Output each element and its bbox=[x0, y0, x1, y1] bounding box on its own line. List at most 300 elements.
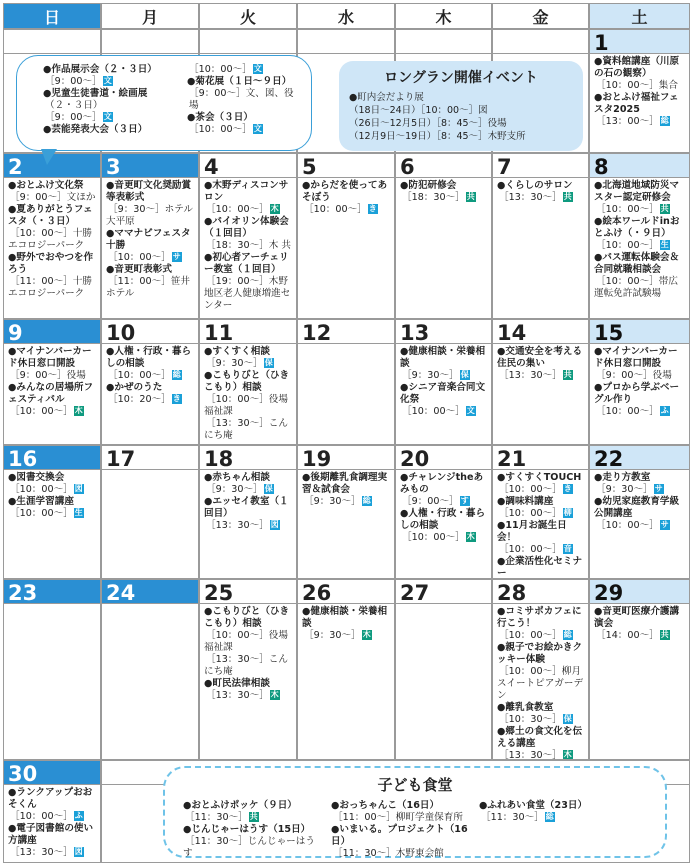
event-time: ［10：00～］ bbox=[108, 370, 171, 381]
day-cell-12 bbox=[297, 319, 395, 445]
event-title: ●健康相談・栄養相談 bbox=[400, 346, 486, 369]
event-line bbox=[106, 228, 195, 252]
event-time: ［11：00～］笹井ホテル bbox=[106, 276, 190, 299]
day-events bbox=[298, 178, 394, 216]
day-number: 26 bbox=[298, 580, 394, 604]
day-cell-13 bbox=[395, 319, 492, 445]
event-line bbox=[497, 666, 585, 702]
day-number: 23 bbox=[4, 580, 100, 604]
day-number: 9 bbox=[4, 320, 100, 344]
event-time: ［10：00～］ bbox=[596, 204, 659, 215]
event-line bbox=[497, 520, 585, 544]
weekday-header: 土 bbox=[589, 3, 690, 29]
venue-badge: 共 bbox=[563, 192, 572, 201]
day-events bbox=[200, 178, 296, 312]
weekday-header: 日 bbox=[3, 3, 101, 29]
day-cell-26 bbox=[297, 579, 395, 760]
event-time: ［10：00～］ bbox=[10, 508, 73, 519]
event-title: ●作品展示会（２・３日） bbox=[43, 64, 157, 75]
event-title: ●すくすく相談 bbox=[204, 346, 270, 357]
event-line bbox=[187, 64, 305, 76]
event-line bbox=[8, 346, 97, 370]
event-title: ●じんじゃーはうす（15日） bbox=[183, 824, 311, 835]
day-number: 11 bbox=[200, 320, 296, 344]
kodomo-col1 bbox=[183, 800, 323, 860]
venue-badge: 文 bbox=[253, 124, 262, 133]
day-cell-17 bbox=[101, 445, 199, 579]
day-events bbox=[396, 178, 491, 204]
event-line bbox=[187, 124, 305, 136]
event-line bbox=[302, 606, 391, 630]
event-time: ［14：00～］ bbox=[596, 630, 659, 641]
event-line bbox=[204, 394, 293, 418]
bubble-col-1 bbox=[43, 64, 193, 136]
event-time: ［9：00～］文、図、役 bbox=[189, 88, 294, 99]
venue-badge: 図 bbox=[270, 520, 279, 529]
day-number: 6 bbox=[396, 154, 491, 178]
event-line bbox=[43, 124, 193, 136]
venue-badge: 保 bbox=[264, 358, 273, 367]
event-line bbox=[204, 358, 293, 370]
venue-badge: 生 bbox=[74, 508, 83, 517]
event-time: ［10：30～］ bbox=[499, 714, 562, 725]
event-line bbox=[8, 811, 97, 823]
event-title: ●くらしのサロン bbox=[497, 180, 573, 191]
event-line bbox=[187, 112, 305, 124]
event-time: ［9：30～］ bbox=[206, 484, 263, 495]
day-events bbox=[590, 344, 689, 418]
event-time: ［13：30～］こんにち庵 bbox=[204, 654, 288, 677]
event-line bbox=[106, 394, 195, 406]
day-number: 25 bbox=[200, 580, 296, 604]
event-line bbox=[204, 240, 293, 252]
venue-badge: 総 bbox=[362, 496, 371, 505]
event-title: ●幼児家庭教育学級公開講座 bbox=[594, 496, 680, 519]
venue-badge: サ bbox=[654, 484, 663, 493]
event-line bbox=[204, 252, 293, 276]
event-time: ［10：00～］役場福祉課 bbox=[204, 630, 288, 653]
day-cell-14 bbox=[492, 319, 589, 445]
blank-row bbox=[4, 30, 100, 54]
event-title: ●すくすくTOUCH bbox=[497, 472, 582, 483]
event-line bbox=[497, 496, 585, 508]
event-line bbox=[594, 370, 686, 382]
event-title: ●茶会（３日） bbox=[187, 112, 253, 123]
venue-badge: す bbox=[460, 496, 469, 505]
venue-badge: 文 bbox=[103, 112, 112, 121]
event-title: ●マイナンバーカード休日窓口開設 bbox=[8, 346, 92, 369]
event-title: ●おとふけポッケ（９日） bbox=[183, 800, 297, 811]
day-cell-28 bbox=[492, 579, 589, 760]
day-cell-4 bbox=[199, 153, 297, 319]
event-title: ●木野ディスコンサロン bbox=[204, 180, 289, 203]
event-line bbox=[400, 508, 488, 532]
blank-row bbox=[493, 30, 588, 54]
venue-badge: 総 bbox=[172, 370, 181, 379]
day-cell-24 bbox=[101, 579, 199, 760]
event-time: ［9：00～］ bbox=[45, 112, 102, 123]
venue-badge: 音 bbox=[563, 544, 572, 553]
event-time: ［11：30～］木野東会館 bbox=[333, 848, 444, 859]
day-number: 17 bbox=[102, 446, 198, 470]
event-time: ［13：30～］ bbox=[499, 192, 562, 203]
venue-badge: 総 bbox=[545, 812, 554, 821]
day-cell-16 bbox=[3, 445, 101, 579]
event-line bbox=[106, 370, 195, 382]
longrun-line: （18日～24日）［10：00～］図 bbox=[349, 105, 488, 116]
event-time: ［10：00～］ bbox=[108, 252, 171, 263]
event-time: （２・３日） bbox=[45, 100, 103, 111]
event-line bbox=[106, 252, 195, 264]
kodomo-col2 bbox=[331, 800, 481, 860]
day-cell-15 bbox=[589, 319, 690, 445]
day-events bbox=[102, 178, 198, 300]
event-line bbox=[204, 496, 293, 520]
event-line bbox=[497, 544, 585, 556]
weekday-header: 木 bbox=[395, 3, 492, 29]
event-title: ●初心者アーチェリー教室（１回目） bbox=[204, 252, 289, 275]
blank-row bbox=[200, 30, 296, 54]
event-time: ［10：00～］ bbox=[596, 520, 659, 531]
event-title: ●防犯研修会 bbox=[400, 180, 457, 191]
venue-badge: 保 bbox=[460, 370, 469, 379]
longrun-line: （12月9日～19日）［8：45～］木野支所 bbox=[349, 131, 526, 142]
event-line bbox=[8, 252, 97, 276]
venue-badge: 木 bbox=[74, 406, 83, 415]
event-title: ●町民法律相談 bbox=[204, 678, 270, 689]
event-title: ●バイオリン体験会（１回目） bbox=[204, 216, 289, 239]
day-events bbox=[4, 178, 100, 300]
event-line bbox=[594, 252, 686, 276]
event-title: ●バス運転体験会＆合同就職相談会 bbox=[594, 252, 680, 275]
day-number: 29 bbox=[590, 580, 689, 604]
event-line bbox=[400, 496, 488, 508]
event-title: ●調味料講座 bbox=[497, 496, 554, 507]
event-line bbox=[497, 192, 585, 204]
day-number: 12 bbox=[298, 320, 394, 344]
event-time: ［13：30～］こんにち庵 bbox=[204, 418, 288, 441]
event-time: ［9：00～］ bbox=[402, 496, 459, 507]
event-line bbox=[187, 100, 305, 112]
event-line bbox=[8, 382, 97, 406]
event-line bbox=[8, 276, 97, 300]
event-title: ●人権・行政・暮らしの相談 bbox=[106, 346, 192, 369]
event-title: ●資料館講座（川原の石の観察） bbox=[594, 56, 680, 79]
day-cell-3 bbox=[101, 153, 199, 319]
event-title: ●からだを使ってあそぼう bbox=[302, 180, 388, 203]
event-line bbox=[497, 630, 585, 642]
event-title: ●郷土の食文化を伝える講座 bbox=[497, 726, 583, 749]
event-line bbox=[594, 630, 686, 642]
day-cell-29 bbox=[589, 579, 690, 760]
event-line bbox=[594, 406, 686, 418]
event-line bbox=[187, 88, 305, 100]
venue-badge: サ bbox=[660, 520, 669, 529]
event-title: ●エッセイ教室（１回目） bbox=[204, 496, 289, 519]
event-time: ［10：00～］ bbox=[10, 811, 73, 822]
event-line bbox=[594, 276, 686, 300]
event-line bbox=[8, 823, 97, 847]
day-events bbox=[4, 344, 100, 418]
bubble-col-2 bbox=[187, 64, 305, 136]
day-cell-11 bbox=[199, 319, 297, 445]
event-line bbox=[187, 76, 305, 88]
event-time: ［9：30～］ bbox=[596, 484, 653, 495]
event-line bbox=[594, 80, 686, 92]
event-line bbox=[497, 606, 585, 630]
day-number: 27 bbox=[396, 580, 491, 604]
event-line bbox=[106, 264, 195, 276]
calendar-grid bbox=[3, 3, 690, 863]
day-cell-18 bbox=[199, 445, 297, 579]
venue-badge: 共 bbox=[563, 370, 572, 379]
venue-badge: 柳 bbox=[563, 508, 572, 517]
event-line bbox=[331, 848, 481, 860]
event-line bbox=[43, 76, 193, 88]
kodomo-title: 子ども食堂 bbox=[377, 776, 453, 794]
day-number: 19 bbox=[298, 446, 394, 470]
event-title: ●11月お誕生日会！ bbox=[497, 520, 567, 543]
event-line bbox=[331, 800, 481, 812]
day-cell-22 bbox=[589, 445, 690, 579]
event-line bbox=[331, 824, 481, 848]
day-events bbox=[4, 785, 100, 859]
day-cell-1 bbox=[589, 29, 690, 153]
event-line bbox=[497, 180, 585, 192]
venue-badge: 共 bbox=[249, 812, 258, 821]
event-time: ［10：00～］ bbox=[499, 630, 562, 641]
weekday-header: 金 bbox=[492, 3, 589, 29]
day-events bbox=[493, 604, 588, 760]
event-line bbox=[8, 847, 97, 859]
event-line bbox=[302, 472, 391, 496]
event-line bbox=[594, 382, 686, 406]
day-events bbox=[200, 470, 296, 532]
venue-badge: 生 bbox=[660, 240, 669, 249]
event-title: ●企業活性化セミナー bbox=[497, 556, 583, 579]
day-cell-5 bbox=[297, 153, 395, 319]
event-title: ●おとふけ文化祭 bbox=[8, 180, 84, 191]
event-line bbox=[497, 346, 585, 370]
event-title: ●菊花展（１日～９日） bbox=[187, 76, 292, 87]
event-line bbox=[400, 532, 488, 544]
day-cell-19 bbox=[297, 445, 395, 579]
venue-badge: 共 bbox=[660, 204, 669, 213]
venue-badge: 総 bbox=[660, 116, 669, 125]
event-line bbox=[497, 556, 585, 579]
event-line bbox=[8, 370, 97, 382]
event-time: ［18：30～］ bbox=[402, 192, 465, 203]
day-events bbox=[590, 178, 689, 300]
event-line bbox=[479, 812, 629, 824]
event-line bbox=[497, 472, 585, 484]
venue-badge: 総 bbox=[563, 630, 572, 639]
event-line bbox=[8, 496, 97, 508]
day-number: 5 bbox=[298, 154, 394, 178]
event-line bbox=[8, 192, 97, 204]
event-line bbox=[594, 496, 686, 520]
event-title: ●かぜのうた bbox=[106, 382, 163, 393]
day-cell-30 bbox=[3, 760, 101, 863]
event-time: ［13：30～］ bbox=[499, 370, 562, 381]
day-events bbox=[493, 178, 588, 204]
event-time: ［19：00～］木野地区老人健康増進センター bbox=[204, 276, 291, 311]
event-time: ［9：00～］役場 bbox=[596, 370, 672, 381]
event-line bbox=[43, 100, 193, 112]
event-line bbox=[204, 520, 293, 532]
venue-badge: 共 bbox=[660, 630, 669, 639]
day-events bbox=[396, 344, 491, 418]
event-title: ●野外でおやつを作ろう bbox=[8, 252, 94, 275]
event-title: ●マイナンバーカード休日窓口開設 bbox=[594, 346, 678, 369]
day-number: 21 bbox=[493, 446, 588, 470]
event-line bbox=[594, 116, 686, 128]
event-line bbox=[8, 180, 97, 192]
event-title: ●芸能発表大会（３日） bbox=[43, 124, 148, 135]
event-time: ［9：30～］ bbox=[206, 358, 263, 369]
event-line bbox=[400, 370, 488, 382]
event-line bbox=[594, 240, 686, 252]
event-line bbox=[497, 702, 585, 714]
event-line bbox=[106, 276, 195, 300]
event-title: ●交通安全を考える住民の集い bbox=[497, 346, 583, 369]
event-time: ［10：00～］ bbox=[596, 240, 659, 251]
blank-row bbox=[298, 30, 394, 54]
day-events bbox=[298, 604, 394, 642]
event-line bbox=[400, 382, 488, 406]
event-time: ［10：00～］ bbox=[596, 406, 659, 417]
event-time: ［9：30～］ bbox=[402, 370, 459, 381]
event-line bbox=[302, 204, 391, 216]
weekday-header: 水 bbox=[297, 3, 395, 29]
venue-badge: 保 bbox=[264, 484, 273, 493]
event-line bbox=[204, 630, 293, 654]
event-time: ［13：30～］ bbox=[206, 690, 269, 701]
event-line bbox=[106, 204, 195, 228]
event-time: ［13：30～］ bbox=[206, 520, 269, 531]
event-title: ●ママナビフェスタ十勝 bbox=[106, 228, 191, 251]
event-title: ●健康相談・栄養相談 bbox=[302, 606, 388, 629]
venue-badge: サ bbox=[172, 252, 181, 261]
venue-badge: 保 bbox=[563, 714, 572, 723]
venue-badge: 共 bbox=[466, 192, 475, 201]
event-line bbox=[479, 800, 629, 812]
event-line bbox=[331, 812, 481, 824]
day-number: 13 bbox=[396, 320, 491, 344]
event-line bbox=[106, 346, 195, 370]
day-events bbox=[493, 344, 588, 382]
event-time: ［10：00～］集合 bbox=[596, 80, 678, 91]
event-time: ［10：00～］ bbox=[10, 484, 73, 495]
event-time: ［18：30～］木 共 bbox=[206, 240, 292, 251]
event-title: ●音更町医療介護講演会 bbox=[594, 606, 680, 629]
day-events bbox=[4, 470, 100, 520]
event-title: ●いまいる。プロジェクト（16日） bbox=[331, 824, 468, 847]
day-number: 18 bbox=[200, 446, 296, 470]
event-time: ［11：00～］十勝エコロジーパーク bbox=[8, 276, 92, 299]
event-time: ［11：30～］じんじゃーはうす bbox=[183, 836, 315, 859]
day-number: 30 bbox=[4, 761, 100, 785]
venue-badge: ふ bbox=[74, 811, 83, 820]
event-title: ●絵本ワールドinおとふけ（・９日） bbox=[594, 216, 680, 239]
event-line bbox=[594, 56, 686, 80]
event-line bbox=[204, 180, 293, 204]
event-time: ［13：00～］ bbox=[596, 116, 659, 127]
kodomo-col3 bbox=[479, 800, 629, 824]
event-time: ［13：30～］ bbox=[499, 750, 562, 760]
event-line bbox=[497, 750, 585, 760]
venue-badge: 木 bbox=[563, 750, 572, 759]
event-time: ［10：00～］ bbox=[10, 406, 73, 417]
event-title: ●電子図書館の使い方講座 bbox=[8, 823, 94, 846]
event-title: ●音更町表彰式 bbox=[106, 264, 172, 275]
event-title: ●コミサポカフェに行こう！ bbox=[497, 606, 582, 629]
day-cell-25 bbox=[199, 579, 297, 760]
event-line bbox=[43, 64, 193, 76]
day-number: 7 bbox=[493, 154, 588, 178]
event-line bbox=[594, 472, 686, 484]
venue-badge: 文 bbox=[253, 64, 262, 73]
event-line bbox=[183, 824, 323, 836]
event-line bbox=[400, 192, 488, 204]
event-title: ●こもりびと（ひきこもり）相談 bbox=[204, 606, 290, 629]
event-time: ［10：00～］ bbox=[304, 204, 367, 215]
venue-badge: き bbox=[172, 394, 181, 403]
event-time: ［10：00～］ bbox=[189, 124, 252, 135]
event-line bbox=[400, 180, 488, 192]
event-time: ［9：30～］ bbox=[304, 496, 361, 507]
day-number: 24 bbox=[102, 580, 198, 604]
event-line bbox=[106, 382, 195, 394]
day-number: 22 bbox=[590, 446, 689, 470]
event-line bbox=[302, 630, 391, 642]
venue-badge: 文 bbox=[466, 406, 475, 415]
day-number: 28 bbox=[493, 580, 588, 604]
event-line bbox=[497, 726, 585, 750]
event-time: ［9：00～］ bbox=[45, 76, 102, 87]
event-line bbox=[594, 204, 686, 216]
event-line bbox=[8, 472, 97, 484]
event-title: ●北海道地域防災マスター認定研修会 bbox=[594, 180, 680, 203]
day-cell-20 bbox=[395, 445, 492, 579]
event-line bbox=[497, 508, 585, 520]
event-title: ●後期離乳食調理実習＆試食会 bbox=[302, 472, 388, 495]
venue-badge: ふ bbox=[660, 406, 669, 415]
event-line bbox=[594, 520, 686, 532]
event-title: ●おっちゃんこ（16日） bbox=[331, 800, 440, 811]
event-line bbox=[8, 228, 97, 252]
event-line bbox=[8, 508, 97, 520]
event-title: ●夏ありがとうフェスタ（・３日） bbox=[8, 204, 93, 227]
day-cell-7 bbox=[492, 153, 589, 319]
event-line bbox=[594, 606, 686, 630]
day-events bbox=[493, 470, 588, 579]
event-line bbox=[204, 418, 293, 442]
day-number: 8 bbox=[590, 154, 689, 178]
event-time: ［9：00～］文ほか bbox=[10, 192, 96, 203]
event-title: ●みんなの居場所フェスティバル bbox=[8, 382, 94, 405]
venue-badge: き bbox=[368, 204, 377, 213]
day-cell-27 bbox=[395, 579, 492, 760]
event-line bbox=[594, 180, 686, 204]
day-number: 3 bbox=[102, 154, 198, 178]
event-title: ●親子でお絵かきクッキー体験 bbox=[497, 642, 583, 665]
day-number: 4 bbox=[200, 154, 296, 178]
event-line bbox=[204, 678, 293, 690]
event-line bbox=[497, 714, 585, 726]
bubble-tail bbox=[41, 149, 57, 165]
event-time: ［10：00～］ bbox=[402, 406, 465, 417]
